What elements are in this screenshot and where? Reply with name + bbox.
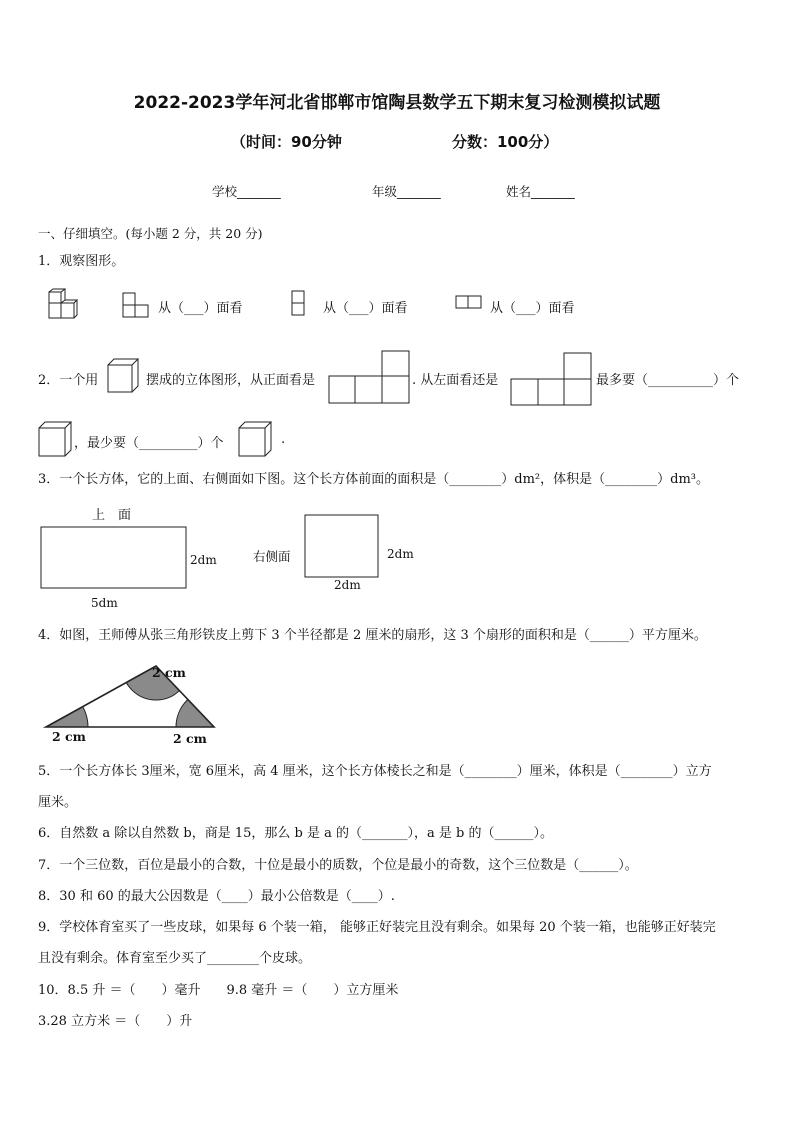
name-field: 姓名_______ [506, 184, 575, 199]
question-2-part5: ，最少要（_________）个 [74, 436, 224, 451]
side-face-label: 右侧面 [253, 549, 291, 564]
unit-cube-icon-2 [38, 421, 72, 457]
triangle-sectors-figure [44, 664, 216, 730]
sector-label-right: 2 cm [173, 731, 207, 746]
exam-time: （时间：90分钟 [231, 133, 342, 151]
school-field: 学校_______ [212, 184, 281, 199]
question-2-part4: 最多要（__________）个 [596, 373, 740, 388]
top-face-width: 5dm [91, 596, 118, 610]
side-face-rectangle [304, 514, 380, 578]
question-4: 4．如图，王师傅从张三角形铁皮上剪下 3 个半径都是 2 厘米的扇形，这 3 个扇形的面积和是（______）平方厘米。 [38, 628, 707, 643]
left-view-figure [510, 352, 592, 406]
view-figure-3 [455, 294, 483, 310]
top-face-label: 上 面 [92, 508, 132, 523]
question-9-line2: 且没有剩余。体育室至少买了________个皮球。 [38, 951, 312, 966]
question-1: 1．观察图形。 [38, 254, 125, 269]
top-face-height: 2dm [190, 553, 217, 567]
exam-score: 分数：100分） [452, 133, 559, 151]
question-10-line1: 10．8.5 升 ＝（ ）毫升 9.8 毫升 ＝（ ）立方厘米 [38, 983, 399, 998]
grade-field: 年级_______ [372, 184, 441, 199]
sector-label-top: 2 cm [152, 665, 186, 680]
question-5-line2: 厘米。 [38, 795, 78, 810]
cube-stack-figure [46, 291, 78, 321]
page-title: 2022-2023学年河北省邯郸市馆陶县数学五下期末复习检测模拟试题 [133, 93, 661, 113]
question-10-line2: 3.28 立方米 ＝（ ）升 [38, 1014, 193, 1029]
question-2-part6: . [281, 432, 286, 447]
view-figure-2 [291, 290, 305, 316]
question-9-line1: 9．学校体育室买了一些皮球，如果每 6 个装一箱， 能够正好装完且没有剩余。如果每 20 个装一箱，也能够正好装完 [38, 920, 716, 935]
side-face-width: 2dm [334, 578, 361, 592]
question-7: 7．一个三位数，百位是最小的合数，十位是最小的质数，个位是最小的奇数，这个三位数是（______）。 [38, 858, 638, 873]
q1-option-1: 从（___）面看 [158, 301, 243, 316]
question-8: 8．30 和 60 的最大公因数是（____）最小公倍数是（____）. [38, 889, 395, 904]
q1-option-3: 从（___）面看 [490, 301, 575, 316]
question-2-part3: . 从左面看还是 [412, 373, 499, 388]
question-3: 3．一个长方体，它的上面、右侧面如下图。这个长方体前面的面积是（________）dm²，体积是（________）dm³。 [38, 472, 709, 487]
q1-option-2: 从（___）面看 [323, 301, 408, 316]
question-2-part1: 2．一个用 [38, 373, 99, 388]
question-6: 6．自然数 a 除以自然数 b，商是 15，那么 b 是 a 的（_______），a 是 b 的（______）。 [38, 826, 553, 841]
section-heading: 一、仔细填空。(每小题 2 分，共 20 分) [38, 226, 263, 241]
unit-cube-icon-3 [238, 421, 272, 457]
sector-label-left: 2 cm [52, 729, 86, 744]
question-2-part2: 摆成的立体图形，从正面看是 [146, 373, 316, 388]
view-figure-1 [122, 292, 150, 318]
side-face-height: 2dm [387, 547, 414, 561]
top-face-rectangle [40, 526, 188, 590]
unit-cube-icon [107, 358, 139, 394]
front-view-figure [328, 350, 410, 404]
question-5-line1: 5．一个长方体长 3厘米，宽 6厘米，高 4 厘米，这个长方体棱长之和是（________）厘米，体积是（________）立方 [38, 764, 712, 779]
